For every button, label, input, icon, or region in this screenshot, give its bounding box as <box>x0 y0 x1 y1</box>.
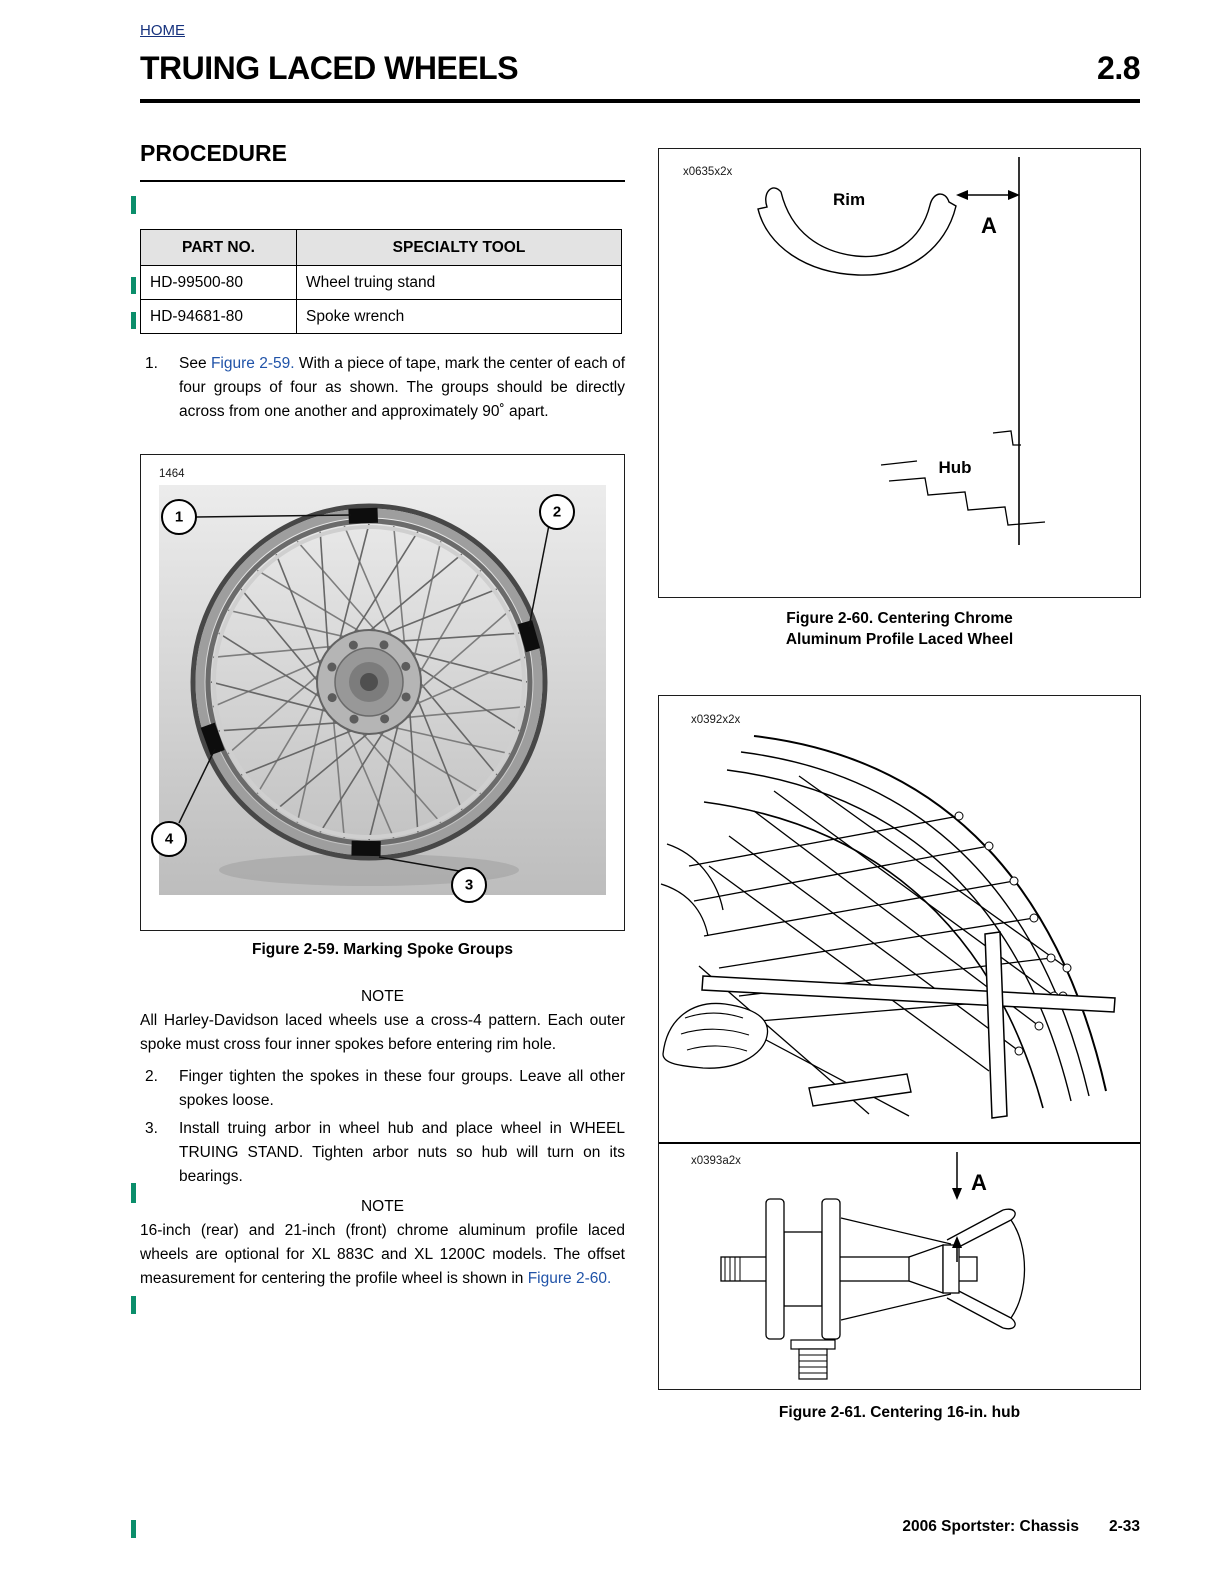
title-row <box>140 50 1140 87</box>
step-text: Install truing arbor in wheel hub and place wheel in WHEEL TRUING STAND. Tighten arbor nuts so hub will turn on its bearings. <box>179 1120 625 1185</box>
hub-edge <box>661 844 723 936</box>
rim-label: Rim <box>832 190 866 209</box>
dimension-a-label: A <box>971 1170 987 1195</box>
spokes <box>689 776 1067 1116</box>
part-no-cell: HD-94681-80 <box>141 300 297 334</box>
svg-text:3: 3 <box>464 876 474 894</box>
note-text <box>140 1219 625 1291</box>
step-text: Finger tighten the spokes in these four groups. Leave all other spokes loose. <box>179 1068 625 1109</box>
callout-4 <box>152 822 186 856</box>
home-link[interactable]: HOME <box>140 22 185 39</box>
callout-3 <box>452 868 486 902</box>
table-header-part-no: PART NO. <box>141 230 297 266</box>
section-number: 2.8 <box>1097 50 1140 86</box>
wedge-block <box>809 1074 911 1106</box>
figure-2-60-caption <box>658 608 1141 650</box>
footer-chapter: 2006 Sportster: Chassis <box>902 1518 1079 1535</box>
step-3 <box>140 1117 625 1189</box>
step-text-pre: See <box>179 355 211 372</box>
figure-2-61-box <box>658 695 1141 1390</box>
change-bar <box>131 1183 136 1203</box>
arbor-stub <box>791 1340 835 1379</box>
footer-page-number: 2-33 <box>1108 1518 1140 1535</box>
figure-image-id: x0392x2x <box>691 714 741 726</box>
change-bar <box>131 196 136 214</box>
straightedge <box>702 976 1115 1012</box>
callout-1 <box>162 500 196 534</box>
hub-profile <box>881 431 1045 525</box>
caption-line-2: Aluminum Profile Laced Wheel <box>785 631 1014 648</box>
figure-2-61-bottom-drawing <box>659 1144 1140 1394</box>
procedure-rule <box>140 180 625 182</box>
note-label: NOTE <box>360 1198 405 1215</box>
hand <box>663 1003 768 1068</box>
table-row <box>141 300 622 334</box>
caption-line-1: Figure 2-60. Centering Chrome <box>786 610 1013 627</box>
part-no-cell: HD-99500-80 <box>141 266 297 300</box>
step-number: 3. <box>145 1120 158 1137</box>
figure-2-59-box <box>140 454 625 931</box>
table-header-row <box>141 230 622 266</box>
figure-2-61-top-drawing <box>659 696 1140 1137</box>
right-column <box>658 148 1141 1423</box>
dimension-a <box>956 190 1020 238</box>
figure-image-id: x0635x2x <box>683 166 733 178</box>
figure-2-60-box <box>658 148 1141 598</box>
figure-2-59-caption: Figure 2-59. Marking Spoke Groups <box>252 941 513 958</box>
figure-2-60-drawing <box>659 149 1140 597</box>
figure-2-61-caption: Figure 2-61. Centering 16-in. hub <box>778 1404 1021 1421</box>
table-row <box>141 266 622 300</box>
page-title: TRUING LACED WHEELS <box>140 50 519 86</box>
step-2 <box>140 1065 625 1113</box>
step-number: 2. <box>145 1068 158 1085</box>
left-column <box>140 140 625 1291</box>
step-text <box>179 352 625 424</box>
tool-cell: Wheel truing stand <box>297 266 622 300</box>
figure-2-59-link[interactable]: Figure 2-59. <box>210 355 295 372</box>
step-text-post: With a piece of tape, mark the center of each of four groups of four as shown. The groups should be directly across from one another and approximately 90˚ apart. <box>179 355 626 420</box>
page-footer <box>902 1518 1140 1536</box>
specialty-tool-table <box>140 229 622 334</box>
title-rule <box>140 99 1140 103</box>
note-label: NOTE <box>360 988 405 1005</box>
svg-text:4: 4 <box>164 830 174 848</box>
figure-2-60-link[interactable]: Figure 2-60. <box>527 1270 612 1287</box>
figure-image-id: x0393a2x <box>691 1155 741 1167</box>
figure-2-59-photo <box>141 455 624 930</box>
callout-2 <box>540 495 574 529</box>
wheel-hub <box>317 630 421 734</box>
note-text: All Harley-Davidson laced wheels use a cross-4 pattern. Each outer spoke must cross four inner spokes before entering rim hole. <box>140 1012 625 1053</box>
change-bar <box>131 1296 136 1314</box>
hub-label: Hub <box>938 458 972 477</box>
change-bar <box>131 277 136 294</box>
procedure-heading: PROCEDURE <box>140 140 287 166</box>
svg-text:2: 2 <box>552 503 562 521</box>
rim-arcs <box>704 736 1106 1108</box>
dimension-a <box>952 1152 987 1262</box>
tool-cell: Spoke wrench <box>297 300 622 334</box>
svg-text:1: 1 <box>174 508 184 526</box>
step-1 <box>140 352 625 424</box>
table-header-specialty-tool: SPECIALTY TOOL <box>297 230 622 266</box>
photo-id: 1464 <box>159 468 185 480</box>
change-bar <box>131 1520 136 1538</box>
change-bar <box>131 312 136 329</box>
step-number: 1. <box>145 355 158 372</box>
note-text-pre: 16-inch (rear) and 21-inch (front) chrome aluminum profile laced wheels are optional for XL 883C and XL 1200C models. The offset measurement for centering the profile wheel is shown in <box>140 1222 625 1287</box>
dimension-a-label: A <box>981 213 997 238</box>
